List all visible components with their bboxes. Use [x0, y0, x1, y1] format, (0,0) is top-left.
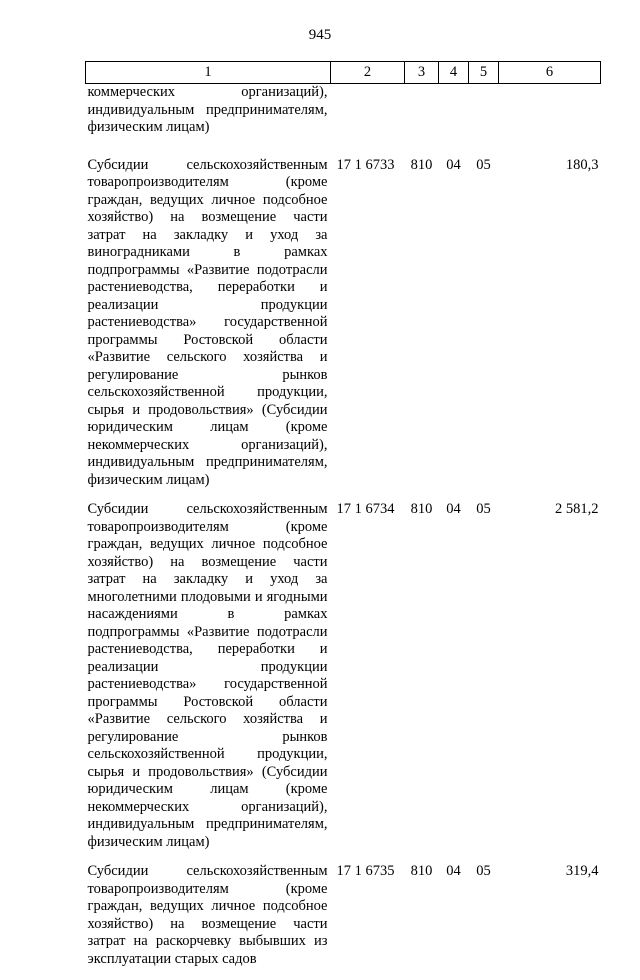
row-ved: 810: [410, 501, 433, 517]
column-header: 2: [331, 62, 405, 84]
row-amount: 319,4: [565, 863, 599, 879]
column-header: 6: [499, 62, 601, 84]
row-description: коммерческих организаций), индивидуальным предпринимателям, физическим лицам): [87, 84, 328, 135]
continuation-row: [86, 84, 601, 157]
row-code: 17 1 6733: [336, 156, 395, 173]
budget-table: [85, 61, 601, 980]
row-description: Субсидии сельскохозяйственным товаропроизводителям (кроме граждан, ведущих личное подсобное хозяйство) на возмещение части затрат на раскорчевку выбывших из эксплуатации старых садов: [87, 863, 328, 967]
row-rz: 04: [446, 501, 461, 517]
row-ved: 810: [410, 156, 433, 173]
page-number: 945: [308, 27, 332, 43]
row-rz: 04: [446, 156, 461, 173]
row-description: Субсидии сельскохозяйственным товаропроизводителям (кроме граждан, ведущих личное подсобное хозяйство) на возмещение части затрат на закладку и уход за многолетними плодовыми и ягодными насаждениями в рамках подпрограммы «Развитие подотрасли растениеводства, переработки и реализации продукции растениеводства» государственной программы Ростовской области «Развитие сельского хозяйства и регулирование рынков сельскохозяйственной продукции, сырья и продовольствия» (Субсидии юридическим лицам (кроме некоммерческих организаций), индивидуальным предпринимателям, физическим лицам): [87, 501, 328, 850]
row-code: 17 1 6735: [336, 863, 395, 879]
table-row: [86, 157, 601, 502]
column-header: 5: [469, 62, 499, 84]
row-code: 17 1 6734: [336, 501, 395, 517]
row-amount: 180,3: [565, 156, 599, 173]
row-pr: 05: [476, 501, 491, 517]
header-row: [86, 62, 601, 84]
row-description: Субсидии сельскохозяйственным товаропроизводителям (кроме граждан, ведущих личное подсобное хозяйство) на возмещение части затрат на закладку и уход за виноградниками в рамках подпрограммы «Развитие подотрасли растениеводства, переработки и реализации продукции растениеводства» государственной программы Ростовской области «Развитие сельского хозяйства и регулирование рынков сельскохозяйственной продукции, сырья и продовольствия» (Субсидии юридическим лицам (кроме некоммерческих организаций), индивидуальным предпринимателям, физическим лицам): [87, 156, 328, 488]
table-row: [86, 501, 601, 863]
column-header: 4: [439, 62, 469, 84]
row-pr: 05: [476, 156, 491, 173]
table-header: [86, 62, 601, 84]
row-pr: 05: [476, 863, 491, 879]
column-header: 1: [86, 62, 331, 84]
row-amount: 2 581,2: [555, 501, 599, 517]
column-header: 3: [405, 62, 439, 84]
row-rz: 04: [446, 863, 461, 879]
table-row: [86, 863, 601, 980]
row-ved: 810: [410, 863, 433, 879]
